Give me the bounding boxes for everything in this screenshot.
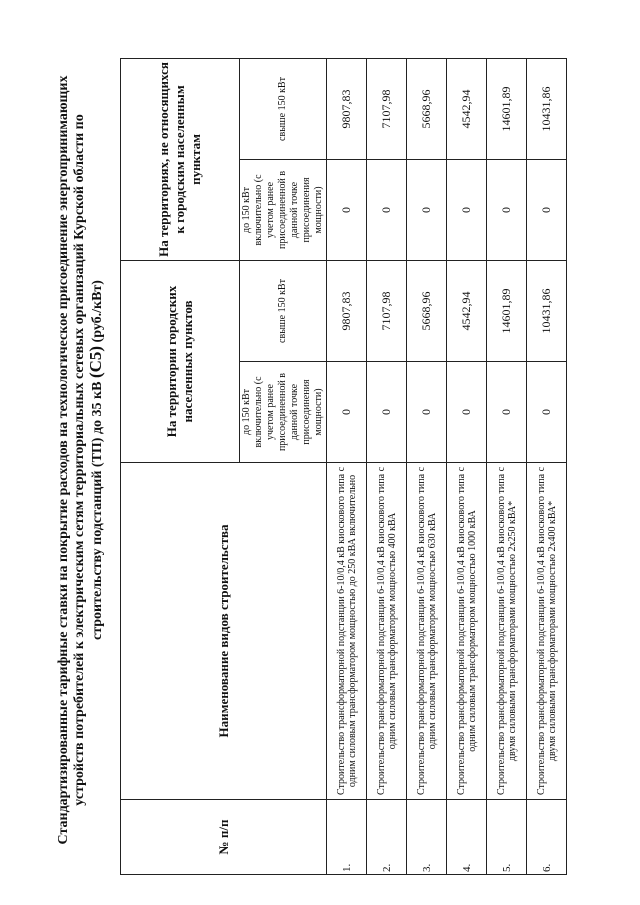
urban-upto-150-value: 0 — [527, 362, 567, 463]
subheader-rural-upto-150: до 150 кВт включительно (с учетом ранее присоединенной в данной точке присоединения мощности) — [240, 159, 327, 260]
header-number: № п/п — [121, 800, 327, 875]
row-construction-type: Строительство трансформаторной подстанции 6-10/0,4 кВ киоскового типа с одним силовым трансформатором мощностью до 250 кВА включительно — [327, 463, 367, 800]
row-construction-type: Строительство трансформаторной подстанции 6-10/0,4 кВ киоскового типа с одним силовым трансформатором мощностью 400 кВА — [367, 463, 407, 800]
title-line-3-unit: (руб./кВт) — [90, 280, 105, 343]
rural-upto-150-value: 0 — [487, 159, 527, 260]
subheader-urban-upto-150: до 150 кВт включительно (с учетом ранее присоединенной в данной точке присоединения мощности) — [240, 362, 327, 463]
title-line-3 — [88, 55, 106, 865]
rural-over-150-value: 10431,86 — [527, 58, 567, 159]
table-row — [407, 58, 447, 874]
row-construction-type: Строительство трансформаторной подстанции 6-10/0,4 кВ киоскового типа с двумя силовыми трансформаторами мощностью 2х250 кВА* — [487, 463, 527, 800]
title-line-3-code: (С5) — [86, 345, 105, 379]
table-row — [527, 58, 567, 874]
urban-upto-150-value: 0 — [447, 362, 487, 463]
urban-over-150-value: 4542,94 — [447, 260, 487, 361]
table-row — [367, 58, 407, 874]
urban-upto-150-value: 0 — [487, 362, 527, 463]
rural-upto-150-value: 0 — [367, 159, 407, 260]
urban-over-150-value: 10431,86 — [527, 260, 567, 361]
rural-upto-150-value: 0 — [447, 159, 487, 260]
row-number: 6. — [527, 800, 567, 875]
header-urban: На территории городских населенных пунктов — [121, 260, 240, 462]
urban-upto-150-value: 0 — [327, 362, 367, 463]
rural-over-150-value: 9807,83 — [327, 58, 367, 159]
rural-over-150-value: 5668,96 — [407, 58, 447, 159]
rural-over-150-value: 7107,98 — [367, 58, 407, 159]
rural-over-150-value: 4542,94 — [447, 58, 487, 159]
title-line-1: Стандартизированные тарифные ставки на покрытие расходов на технологическое присоединение энергопринимающих — [56, 75, 71, 845]
rural-over-150-value: 14601,89 — [487, 58, 527, 159]
header-rural: На территориях, не относящихся к городским населенным пунктам — [121, 58, 240, 260]
urban-over-150-value: 14601,89 — [487, 260, 527, 361]
row-number: 1. — [327, 800, 367, 875]
rural-upto-150-value: 0 — [327, 159, 367, 260]
document-title — [56, 55, 106, 865]
subheader-rural-over-150: свыше 150 кВт — [240, 58, 327, 159]
urban-upto-150-value: 0 — [367, 362, 407, 463]
table-row — [327, 58, 367, 874]
urban-over-150-value: 9807,83 — [327, 260, 367, 361]
table-row — [447, 58, 487, 874]
subheader-urban-over-150: свыше 150 кВт — [240, 260, 327, 361]
header-construction-type: Наименование видов строительства — [121, 463, 327, 800]
row-number: 3. — [407, 800, 447, 875]
rural-upto-150-value: 0 — [407, 159, 447, 260]
urban-upto-150-value: 0 — [407, 362, 447, 463]
tariff-table — [120, 58, 567, 875]
title-line-3-start: строительству подстанций (ТП) до 35 кВ — [90, 381, 105, 640]
urban-over-150-value: 5668,96 — [407, 260, 447, 361]
row-number: 5. — [487, 800, 527, 875]
rural-upto-150-value: 0 — [527, 159, 567, 260]
row-construction-type: Строительство трансформаторной подстанции 6-10/0,4 кВ киоскового типа с одним силовым трансформатором мощностью 630 кВА — [407, 463, 447, 800]
row-construction-type: Строительство трансформаторной подстанции 6-10/0,4 кВ киоскового типа с одним силовым трансформатором мощностью 1000 кВА — [447, 463, 487, 800]
urban-over-150-value: 7107,98 — [367, 260, 407, 361]
title-line-2: устройств потребителей к электрическим сетям территориальных сетевых организаций Курской области по — [72, 114, 87, 806]
table-row — [487, 58, 527, 874]
row-construction-type: Строительство трансформаторной подстанции 6-10/0,4 кВ киоскового типа с двумя силовыми трансформаторами мощностью 2х400 кВА* — [527, 463, 567, 800]
row-number: 2. — [367, 800, 407, 875]
row-number: 4. — [447, 800, 487, 875]
